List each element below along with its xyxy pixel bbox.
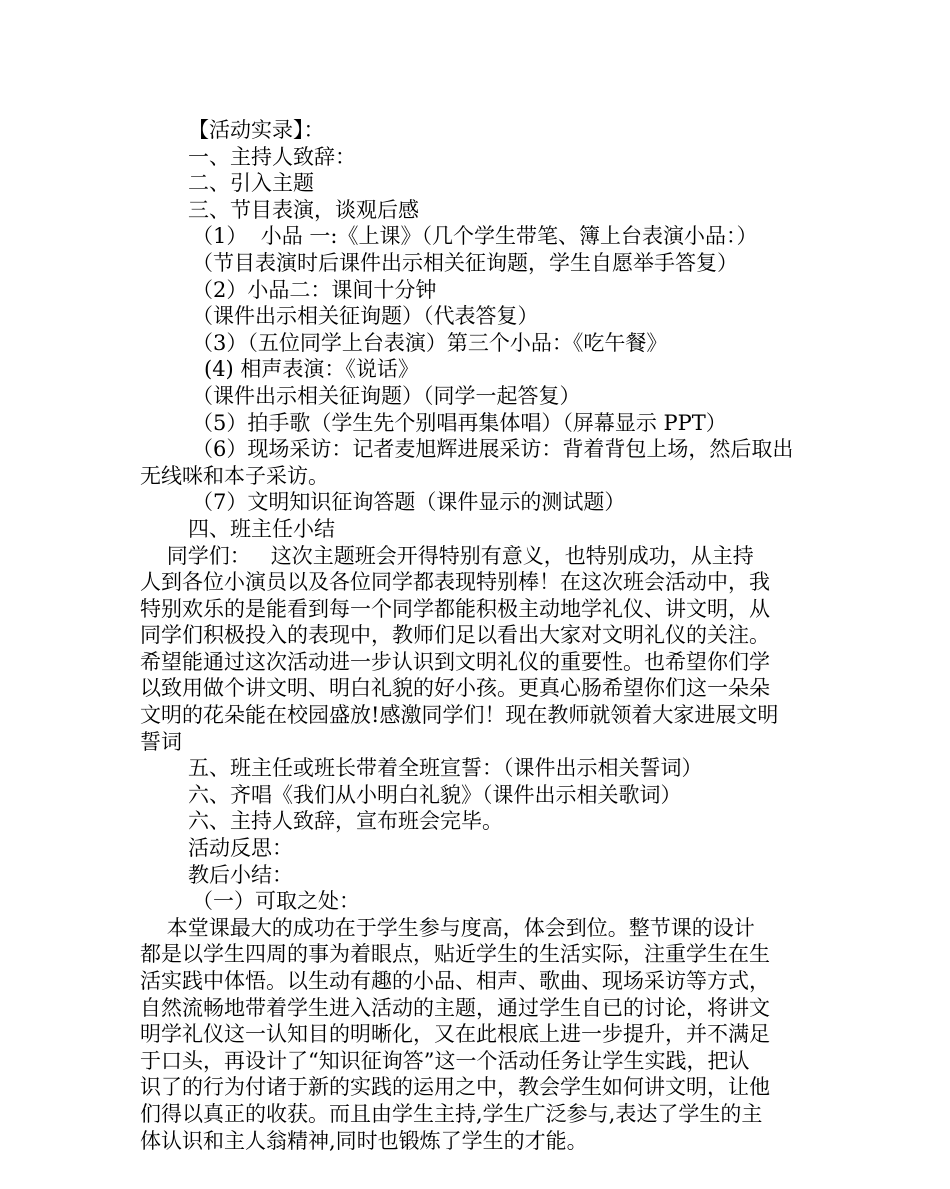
paragraph-line: 特别欢乐的是能看到每一个同学都能积极主动地学礼仪、讲文明，从 [140,596,770,621]
reflection-paragraph [140,915,816,1154]
performance-item-5: （5）拍手歌（学生先个别唱再集体唱）（屏幕显示 PPT） [192,410,727,435]
document-body [140,117,816,1154]
performance-item-2: （2）小品二：课间十分钟 [192,277,437,302]
paragraph-line: 们得以真正的收获。而且由学生主持,学生广泛参与,表达了学生的主 [140,1101,763,1126]
paragraph-line: 自然流畅地带着学生进入活动的主题，通过学生自已的讨论，将讲文 [140,995,770,1020]
performance-item-4: (4) 相声表演：《说话》 [204,357,419,382]
step-song: 六、齐唱《我们从小明白礼貌》（课件出示相关歌词） [188,782,682,807]
step-teacher-summary: 四、班主任小结 [188,516,335,541]
paragraph-line: 本堂课最大的成功在于学生参与度高，体会到位。整节课的设计 [140,915,755,940]
section-heading-activity-record: 【活动实录】： [188,118,325,142]
performance-item-6-continued: 无线咪和本子采访。 [140,463,329,488]
performance-item-6: （6）现场采访：记者麦旭辉进展采访：背着背包上场，然后取出 [192,437,794,462]
paragraph-line: 希望能通过这次活动进一步认识到文明礼仪的重要性。也希望你们学 [140,649,770,674]
paragraph-line: 明学礼仪这一认知目的明晰化，又在此根底上进一步提升，并不满足 [140,1022,770,1047]
paragraph-line: 同学们积极投入的表现中，教师们足以看出大家对文明礼仪的关注。 [140,623,770,648]
heading-post-class-summary: 教后小结： [188,862,293,887]
paragraph-line: 于口头，再设计了“知识征询答”这一个活动任务让学生实践，把认 [140,1048,750,1073]
performance-note-2: （课件出示相关征询题）（代表答复） [192,304,539,329]
paragraph-line: 以致用做个讲文明、明白礼貌的好小孩。更真心肠希望你们这一朵朵 [140,676,770,701]
performance-item-3: （3）（五位同学上台表演）第三个小品：《吃午餐》 [192,330,668,355]
performance-note-4: （课件出示相关征询题）（同学一起答复） [192,383,581,408]
paragraph-line: 都是以学生四周的事为着眼点，贴近学生的生活实际，注重学生在生 [140,942,770,967]
step-introduce-theme: 二、引入主题 [188,171,314,196]
heading-strengths: （一）可取之处： [192,889,360,914]
performance-item-7: （7）文明知识征询答题（课件显示的测试题） [192,490,626,515]
heading-activity-reflection: 活动反思： [188,836,293,861]
step-oath: 五、班主任或班长带着全班宣誓：（课件出示相关誓词） [188,756,703,781]
step-closing: 六、主持人致辞，宣布班会完毕。 [188,809,503,834]
teacher-summary-paragraph [140,543,816,756]
performance-item-1: （1） 小品 一:《上课》（几个学生带笔、簿上台表演小品：） [192,224,758,249]
paragraph-line: 活实践中体悟。以生动有趣的小品、相声、歌曲、现场采访等方式， [140,969,770,993]
paragraph-line: 体认识和主人翁精神,同时也锻炼了学生的才能。 [140,1128,588,1153]
paragraph-line: 人到各位小演员以及各位同学都表现特别棒！在这次班会活动中，我 [140,570,770,595]
performance-note-1: （节目表演时后课件出示相关征询题，学生自愿举手答复） [192,250,738,275]
paragraph-line: 誓词 [140,729,182,754]
paragraph-line: 同学们： 这次主题班会开得特别有意义，也特别成功，从主持 [140,543,754,568]
paragraph-line: 文明的花朵能在校园盛放!感激同学们！现在教师就领着大家进展文明 [140,703,779,728]
paragraph-line: 识了的行为付诸于新的实践的运用之中，教会学生如何讲文明，让他 [140,1075,770,1100]
step-host-speech: 一、主持人致辞： [188,144,356,169]
step-performances: 三、节目表演，谈观后感 [188,197,419,222]
